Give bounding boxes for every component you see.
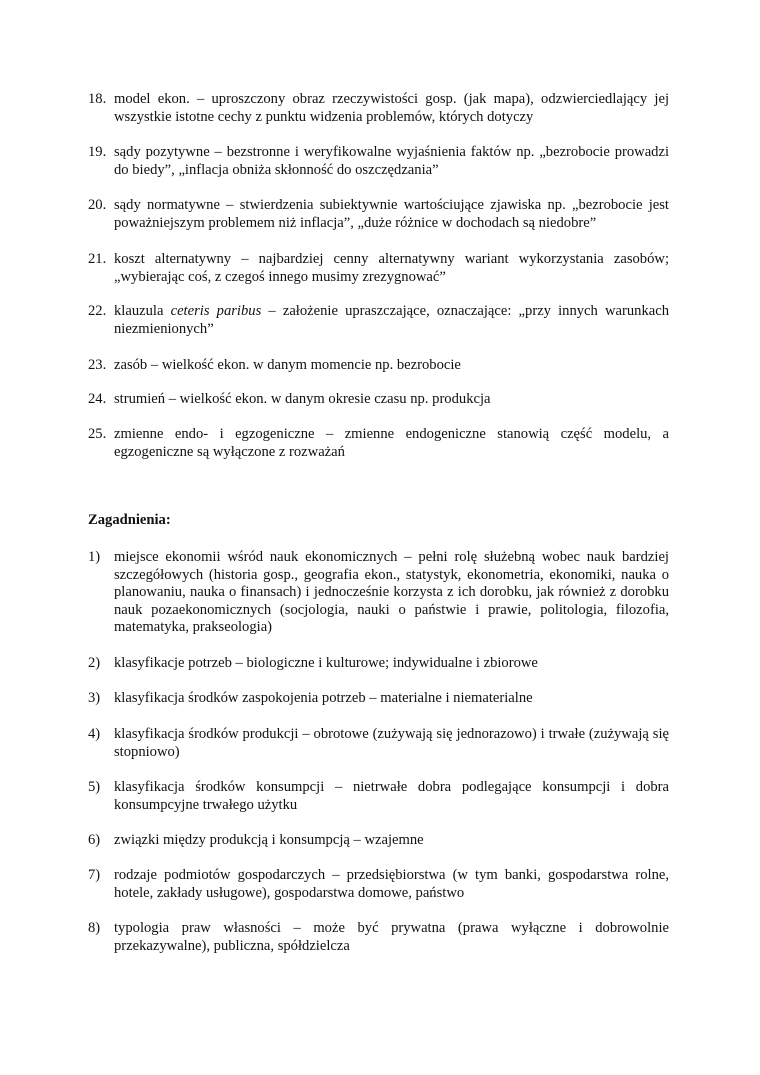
item-text: model ekon. – uproszczony obraz rzeczywistości gosp. (jak mapa), odzwierciedlający jej wszystkie istotne cechy z punktu widzenia problemów, których dotyczy	[114, 91, 669, 125]
item-text: rodzaje podmiotów gospodarczych – przedsiębiorstwa (w tym banki, gospodarstwa rolne, hotele, zakłady usługowe), gospodarstwa domowe, państwo	[114, 867, 669, 901]
item-number: 1)	[88, 549, 101, 565]
item-number: 6)	[88, 832, 101, 848]
list-item	[88, 549, 669, 637]
item-text: klasyfikacja środków konsumpcji – nietrwałe dobra podlegające konsumpcji i dobra konsumpcyjne trwałego użytku	[114, 779, 669, 813]
item-number: 7)	[88, 867, 101, 883]
section-heading: Zagadnienia:	[88, 512, 171, 528]
list-item	[88, 832, 669, 850]
item-number: 3)	[88, 690, 101, 706]
list-item	[88, 303, 669, 338]
item-number: 25.	[88, 426, 107, 442]
item-text: klasyfikacje potrzeb – biologiczne i kulturowe; indywidualne i zbiorowe	[114, 655, 538, 671]
item-text: klasyfikacja środków produkcji – obrotowe (zużywają się jednorazowo) i trwałe (zużywają się stopniowo)	[114, 726, 669, 760]
list-item	[88, 251, 669, 286]
item-number: 5)	[88, 779, 101, 795]
list-item	[88, 726, 669, 761]
list-item	[88, 197, 669, 232]
item-number: 8)	[88, 920, 101, 936]
item-number: 4)	[88, 726, 101, 742]
item-text: miejsce ekonomii wśród nauk ekonomicznych – pełni rolę służebną wobec nauk bardziej szczegółowych (historia gosp., geografia ekon., statystyk, ekonometria, ekonomiki, nauka o planowaniu, nauka o finansach) i jednocześnie korzysta z ich dorobku, jak również z dorobku nauk pozaekonomicznych (socjologia, nauki o państwie i prawie, politologia, filozofia, matematyka, prakseologia)	[114, 549, 669, 636]
list-item	[88, 779, 669, 814]
item-number: 19.	[88, 144, 107, 160]
list-item	[88, 426, 669, 461]
item-number: 21.	[88, 251, 107, 267]
item-text: typologia praw własności – może być prywatna (prawa wyłączne i dobrowolnie przekazywalne), publiczna, spółdzielcza	[114, 920, 669, 954]
item-number: 23.	[88, 357, 107, 373]
list-item	[88, 867, 669, 902]
list-item	[88, 391, 669, 409]
item-text: strumień – wielkość ekon. w danym okresie czasu np. produkcja	[114, 391, 491, 407]
item-text-after: – założenie upraszczające, oznaczające: „przy innych warunkach niezmienionych”	[114, 303, 669, 337]
item-text: sądy pozytywne – bezstronne i weryfikowalne wyjaśnienia faktów np. „bezrobocie prowadzi do biedy”, „inflacja obniża skłonność do oszczędzania”	[114, 144, 669, 178]
list-item	[88, 91, 669, 126]
list-item	[88, 655, 669, 673]
list-item	[88, 920, 669, 955]
item-text-before: klauzula	[114, 303, 171, 319]
item-text: zmienne endo- i egzogeniczne – zmienne endogeniczne stanowią część modelu, a egzogeniczne są wyłączone z rozważań	[114, 426, 669, 460]
list-item	[88, 690, 669, 708]
item-number: 18.	[88, 91, 107, 107]
item-text: związki między produkcją i konsumpcją – wzajemne	[114, 832, 424, 848]
item-number: 22.	[88, 303, 107, 319]
item-text	[114, 303, 669, 338]
item-number: 20.	[88, 197, 107, 213]
list-item	[88, 357, 669, 375]
item-number: 2)	[88, 655, 101, 671]
list-item	[88, 144, 669, 179]
item-number: 24.	[88, 391, 107, 407]
item-text: klasyfikacja środków zaspokojenia potrzeb – materialne i niematerialne	[114, 690, 533, 706]
item-text: koszt alternatywny – najbardziej cenny alternatywny wariant wykorzystania zasobów; „wybierając coś, z czegoś innego musimy zrezygnować”	[114, 251, 669, 285]
item-text: sądy normatywne – stwierdzenia subiektywnie wartościujące zjawiska np. „bezrobocie jest poważniejszym problemem niż inflacja”, „duże różnice w dochodach są niedobre”	[114, 197, 669, 231]
item-text: zasób – wielkość ekon. w danym momencie np. bezrobocie	[114, 357, 461, 373]
item-text-italic: ceteris paribus	[170, 303, 262, 319]
